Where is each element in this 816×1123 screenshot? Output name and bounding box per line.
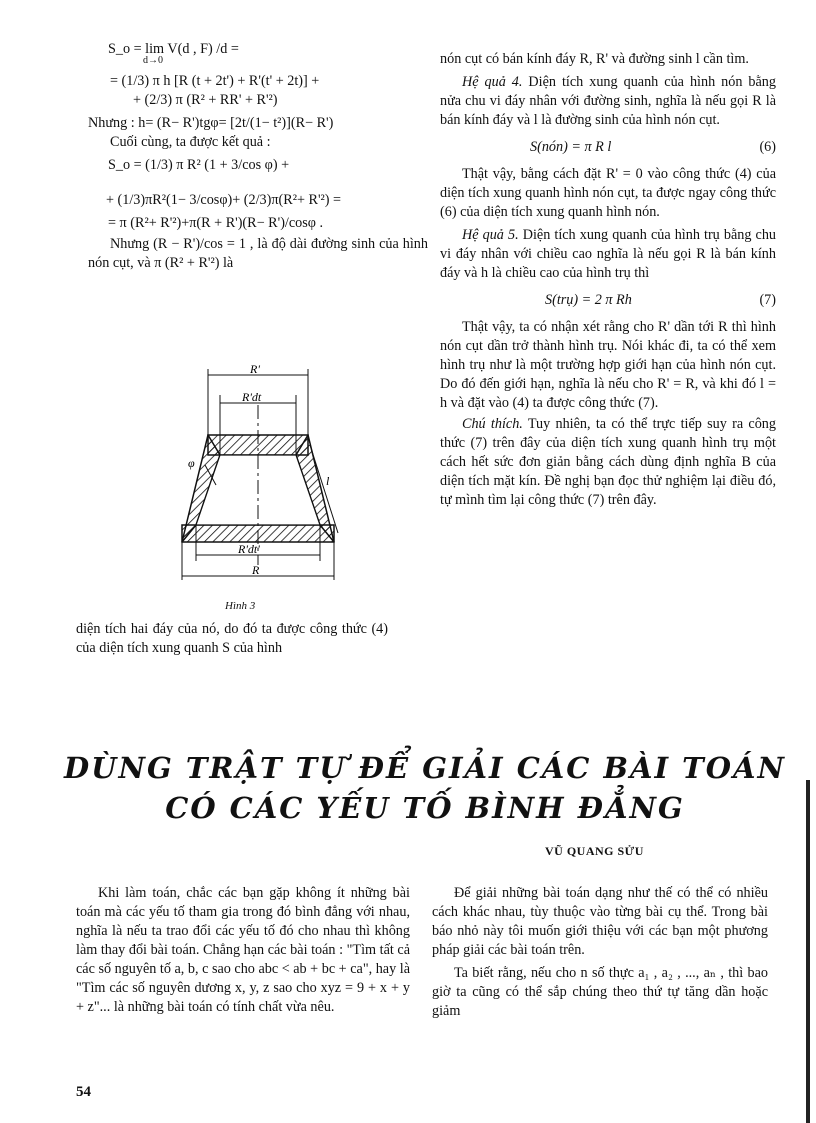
corollary-5 <box>440 226 776 283</box>
equation-text: S(trụ) = 2 π Rh <box>545 292 632 308</box>
article-title <box>60 748 790 828</box>
equation-text: S(nón) = π R l <box>530 139 612 155</box>
text-paragraph: Thật vậy, ta có nhận xét rằng cho R' dần tới R thì hình nón cụt dần trở thành hình trụ. Nói khác đi, ta có thể xem hình trụ như là một trường hợp giới hạn của hình nón cụt. Do đó đến giới hạn, nghĩa là nếu cho R' = R, và khi đó l = h và đặt vào (4) ta được công thức (7). <box>440 319 776 411</box>
equation-number: (6) <box>759 139 776 155</box>
label-l: l <box>326 474 330 488</box>
note-heading: Chú thích. <box>462 416 523 432</box>
text-paragraph: Ta biết rằng, nếu cho n số thực a₁ , a₂ , ..., aₙ , thì bao giờ ta cũng có thể sắp chúng theo thứ tự tăng dần hoặc giảm <box>432 965 768 1019</box>
article-author: VŨ QUANG SỬU <box>545 844 644 858</box>
page-edge-bar <box>806 780 810 1123</box>
label-r-prime-dt2: R'dt' <box>238 542 260 556</box>
corollary-text: Diện tích xung quanh của hình trụ bằng chu vi đáy nhân với chiều cao nghĩa là nếu gọi R là bán kính đáy và h là chiều cao của hình trụ thì <box>440 227 777 281</box>
text-paragraph: Thật vậy, bằng cách đặt R' = 0 vào công thức (4) của diện tích xung quanh hình nón cụt, ta được ngay công thức (6) của diện tích xung quanh hình nón. <box>440 166 776 220</box>
intro-paragraph: Khi làm toán, chắc các bạn gặp không ít những bài toán mà các yếu tố tham gia trong đó bình đẳng với nhau, nghĩa là nếu ta trao đổi các yếu tố đó cho nhau thì không làm thay đổi bài toán. Chẳng hạn các bài toán : "Tìm tất cả các số nguyên tố a, b, c sao cho abc < ab + bc + ca", hay là "Tìm các số nguyên dương x, y, z sao cho xyz = 9 + x + y + z"... là những bài toán có tính chất vừa nêu. <box>76 885 410 1015</box>
left-column-formulas <box>88 40 428 273</box>
formula-line: Nhưng : h= (R− R')tgφ= [2t/(1− t²)](R− R') <box>88 115 334 131</box>
formula-line: = (1/3) π h [R (t + 2t') + R'(t' + 2t)] + <box>110 73 320 89</box>
corollary-text: Diện tích xung quanh của hình nón bằng nửa chu vi đáy nhân với đường sinh, nghĩa là nếu gọi R là bán kính đáy và l là đường sinh của hình nón cụt. <box>440 74 776 128</box>
label-r-prime: R' <box>250 365 260 376</box>
corollary-4 <box>440 73 776 130</box>
equation-7 <box>545 291 776 310</box>
text-paragraph: Nhưng (R − R')/cos = 1 , là độ dài đường sinh của hình nón cụt, và π (R² + R'²) là <box>88 236 428 271</box>
formula-line: S_o = lim V(d , F) /d = <box>108 41 239 57</box>
formula-line: = π (R²+ R'²)+π(R + R')(R− R')/cosφ . <box>108 215 324 231</box>
note-paragraph <box>440 415 776 510</box>
formula-line: + (2/3) π (R² + RR' + R'²) <box>133 92 278 108</box>
text-paragraph: nón cụt có bán kính đáy R, R' và đường sinh l cần tìm. <box>440 51 749 67</box>
title-line-2: CÓ CÁC YẾU TỐ BÌNH ĐẲNG <box>165 791 685 825</box>
label-r-prime-dt: R'dt <box>242 390 262 404</box>
figure-caption: Hình 3 <box>225 600 256 612</box>
equation-number: (7) <box>759 292 776 308</box>
formula-line: + (1/3)πR²(1− 3/cosφ)+ (2/3)π(R²+ R'²) = <box>106 192 342 208</box>
text-paragraph: Để giải những bài toán dạng như thế có thể có nhiều cách khác nhau, tùy thuộc vào từng bài cụ thể. Trong bài báo nhỏ này tôi muốn giới thiệu với các bạn một phương pháp giải các bài toán trên. <box>432 885 768 958</box>
text-paragraph: diện tích hai đáy của nó, do đó ta được công thức (4) của diện tích xung quanh S của hình <box>76 621 388 656</box>
corollary-heading: Hệ quả 5. <box>462 227 519 243</box>
text-line: Cuối cùng, ta được kết quả : <box>110 134 271 150</box>
limit-subscript: d→0 <box>143 55 163 66</box>
left-column-continuation <box>76 620 388 658</box>
article-right-column <box>432 884 768 1021</box>
label-r: R <box>252 563 260 577</box>
note-text: Tuy nhiên, ta có thể trực tiếp suy ra công thức (7) trên đây của diện tích xung quanh hình trụ một cách hết sức đơn giản bằng cách dùng định nghĩa B của diện tích mặt kín. Đề nghị bạn đọc thử nghiệm lại điều đó, tự mình tìm lại công thức (7) trên đây. <box>440 416 776 508</box>
page-number: 54 <box>76 1084 91 1100</box>
equation-6 <box>530 138 776 157</box>
frustum-figure <box>160 365 360 595</box>
title-line-1: DÙNG TRẬT TỰ ĐỂ GIẢI CÁC BÀI TOÁN <box>64 751 786 785</box>
article-left-column <box>76 884 410 1017</box>
corollary-heading: Hệ quả 4. <box>462 74 523 90</box>
right-column-top <box>440 50 776 510</box>
label-phi: φ <box>188 456 195 470</box>
formula-line: S_o = (1/3) π R² (1 + 3/cos φ) + <box>108 157 290 173</box>
